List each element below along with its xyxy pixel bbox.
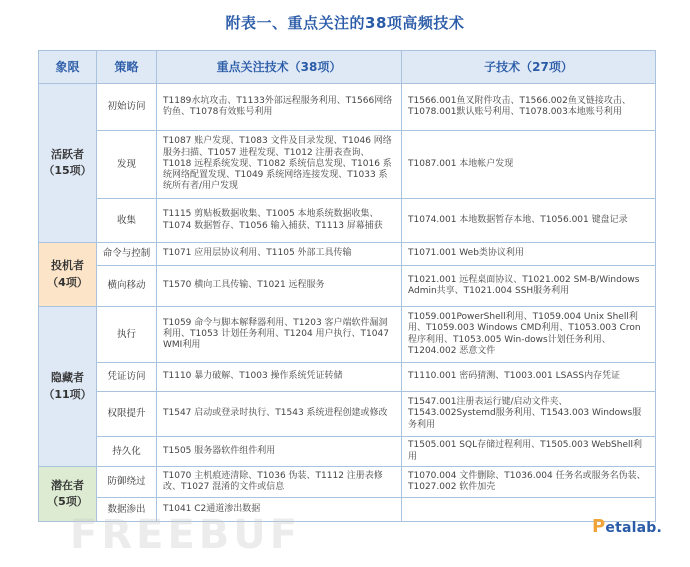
subtechniques-cell: T1059.001PowerShell利用、T1059.004 Unix Shell利用、T1059.003 Windows CMD利用、T1053.003 Cron程序利用、T1053.005 Win-dows计划任务利用、T1204.002 恶意文件 xyxy=(402,307,656,363)
subtechniques-cell: T1021.001 远程桌面协议、T1021.002 SM-B/Windows Admin共享、T1021.004 SSH服务利用 xyxy=(402,266,656,307)
strategy-cell: 持久化 xyxy=(97,437,157,467)
strategy-cell: 数据渗出 xyxy=(97,498,157,522)
header-subtechniques: 子技术（27项） xyxy=(402,51,656,84)
watermark: FREEBUF xyxy=(70,512,302,558)
header-row xyxy=(39,51,656,84)
strategy-cell: 防御绕过 xyxy=(97,467,157,498)
table-row xyxy=(39,199,656,243)
strategy-cell: 收集 xyxy=(97,199,157,243)
techniques-cell: T1505 服务器软件组件利用 xyxy=(157,437,402,467)
techniques-cell: T1110 暴力破解、T1003 操作系统凭证转储 xyxy=(157,363,402,392)
category-count: （11项） xyxy=(43,387,92,401)
table-row xyxy=(39,363,656,392)
table-row xyxy=(39,307,656,363)
category-count: （4项） xyxy=(47,275,88,289)
techniques-cell: T1087 账户发现、T1083 文件及目录发现、T1046 网络服务扫描、T1057 进程发现、T1012 注册表查询、T1018 远程系统发现、T1082 系统信息发现、T1016 系统网络配置发现、T1049 系统网络连接发现、T1033 系统所有者/用户发现 xyxy=(157,131,402,199)
techniques-cell: T1071 应用层协议利用、T1105 外部工具传输 xyxy=(157,243,402,266)
strategy-cell: 横向移动 xyxy=(97,266,157,307)
subtechniques-cell: T1547.001注册表运行键/启动文件夹、T1543.002Systemd服务利用、T1543.003 Windows服务利用 xyxy=(402,392,656,437)
table-title: 附表一、重点关注的38项高频技术 xyxy=(225,14,465,32)
table-row xyxy=(39,84,656,131)
strategy-cell: 执行 xyxy=(97,307,157,363)
subtechniques-cell: T1087.001 本地帐户发现 xyxy=(402,131,656,199)
table-row xyxy=(39,131,656,199)
table-row xyxy=(39,437,656,467)
subtechniques-cell: T1070.004 文件删除、T1036.004 任务名或服务名伪装、T1027.002 软件加壳 xyxy=(402,467,656,498)
table-row xyxy=(39,467,656,498)
table-row xyxy=(39,498,656,522)
category-label: 投机者 xyxy=(51,259,84,272)
subtechniques-cell: T1110.001 密码猜测、T1003.001 LSASS内存凭证 xyxy=(402,363,656,392)
table-row xyxy=(39,243,656,266)
category-label: 隐藏者 xyxy=(51,371,84,384)
techniques-cell: T1115 剪贴板数据收集、T1005 本地系统数据收集、T1074 数据暂存、T1056 输入捕获、T1113 屏幕捕获 xyxy=(157,199,402,243)
techniques-cell: T1189水坑攻击、T1133外部远程服务利用、T1566网络钓鱼、T1078有效账号利用 xyxy=(157,84,402,131)
category-count: （15项） xyxy=(43,164,92,177)
strategy-cell: 发现 xyxy=(97,131,157,199)
techniques-table xyxy=(38,50,656,522)
table-row xyxy=(39,266,656,307)
logo-initial: P xyxy=(592,516,606,537)
subtechniques-cell: T1566.001鱼叉附件攻击、T1566.002鱼叉链接攻击、T1078.001默认账号利用、T1078.003本地账号利用 xyxy=(402,84,656,131)
strategy-cell: 初始访问 xyxy=(97,84,157,131)
category-hider xyxy=(39,307,97,467)
category-label: 潜在者 xyxy=(51,478,84,492)
subtechniques-cell: T1071.001 Web类协议利用 xyxy=(402,243,656,266)
table-row xyxy=(39,392,656,437)
category-label: 活跃者 xyxy=(51,147,84,161)
petalab-logo xyxy=(592,516,662,537)
strategy-cell: 凭证访问 xyxy=(97,363,157,392)
subtechniques-cell: T1505.001 SQL存储过程利用、T1505.003 WebShell利用 xyxy=(402,437,656,467)
header-strategy: 策略 xyxy=(97,51,157,84)
strategy-cell: 权限提升 xyxy=(97,392,157,437)
subtechniques-cell: T1074.001 本地数据暂存本地、T1056.001 键盘记录 xyxy=(402,199,656,243)
techniques-cell: T1070 主机痕迹清除、T1036 伪装、T1112 注册表修改、T1027 混淆的文件或信息 xyxy=(157,467,402,498)
logo-text: etalab. xyxy=(605,520,663,536)
header-techniques: 重点关注技术（38项） xyxy=(157,51,402,84)
category-active xyxy=(39,84,97,243)
strategy-cell: 命令与控制 xyxy=(97,243,157,266)
category-count: （5项） xyxy=(47,495,88,508)
techniques-cell: T1041 C2通道渗出数据 xyxy=(157,498,402,522)
header-category: 象限 xyxy=(39,51,97,84)
category-speculator xyxy=(39,243,97,307)
category-potential xyxy=(39,467,97,522)
techniques-cell: T1570 横向工具传输、T1021 远程服务 xyxy=(157,266,402,307)
techniques-cell: T1059 命令与脚本解释器利用、T1203 客户端软件漏洞利用、T1053 计划任务利用、T1204 用户执行、T1047 WMI利用 xyxy=(157,307,402,363)
techniques-cell: T1547 启动或登录时执行、T1543 系统进程创建或修改 xyxy=(157,392,402,437)
